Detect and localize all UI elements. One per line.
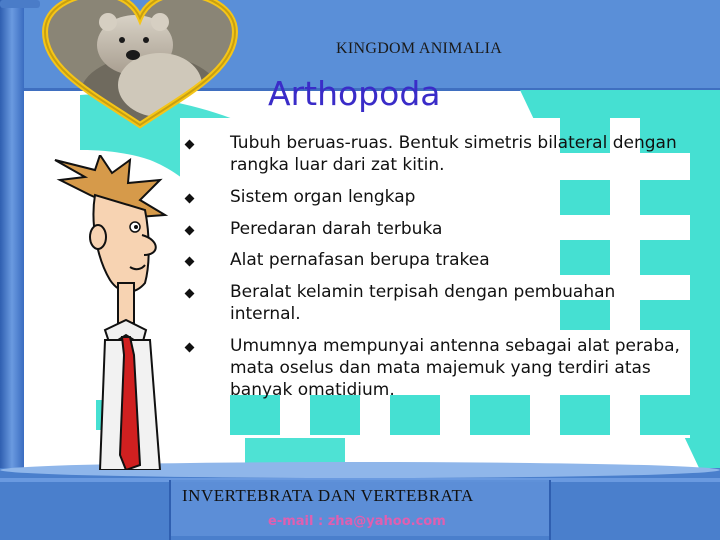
- bullet-item: [186, 186, 686, 208]
- cartoon-man-illustration: [50, 155, 180, 470]
- header-title: KINGDOM ANIMALIA: [336, 40, 503, 57]
- bullet-text: Beralat kelamin terpisah dengan pembuahan internal.: [230, 282, 616, 324]
- bullet-list: [186, 132, 686, 401]
- bullet-diamond-icon: [185, 289, 195, 299]
- bullet-item: [186, 249, 686, 271]
- slide-title: Arthopoda: [268, 74, 441, 113]
- bullet-item: [186, 132, 686, 176]
- footer-title: INVERTEBRATA DAN VERTEBRATA: [182, 486, 474, 505]
- bullet-diamond-icon: [185, 343, 195, 353]
- bullet-text: Peredaran darah terbuka: [230, 219, 443, 239]
- bullet-diamond-icon: [185, 140, 195, 150]
- bullet-text: Umumnya mempunyai antenna sebagai alat peraba, mata oselus dan mata majemuk yang terdiri atas banyak omatidium.: [230, 336, 680, 400]
- bullet-item: [186, 218, 686, 240]
- bullet-text: Sistem organ lengkap: [230, 187, 416, 207]
- bullet-diamond-icon: [185, 226, 195, 236]
- bullet-diamond-icon: [185, 257, 195, 267]
- bullet-text: Alat pernafasan berupa trakea: [230, 250, 490, 270]
- bullet-item: [186, 281, 686, 325]
- footer-email: e-mail : zha@yahoo.com: [268, 514, 446, 529]
- bullet-item: [186, 335, 686, 401]
- bullet-diamond-icon: [185, 194, 195, 204]
- bullet-text: Tubuh beruas-ruas. Bentuk simetris bilateral dengan rangka luar dari zat kitin.: [230, 133, 677, 175]
- polar-bear-photo: [0, 0, 280, 140]
